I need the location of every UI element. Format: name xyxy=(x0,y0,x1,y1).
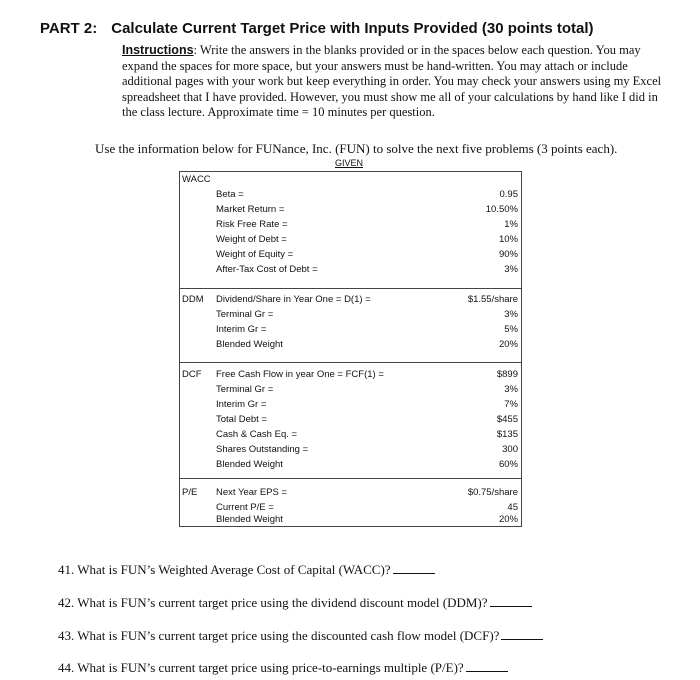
question-text: 43. What is FUN’s current target price using the discounted cash flow model (DCF)? xyxy=(58,628,500,643)
intro-text: Use the information below for FUNance, Inc. (FUN) to solve the next five problems (3 points each). xyxy=(95,141,618,156)
row-value: $899 xyxy=(496,369,518,380)
part-number: PART 2: xyxy=(40,20,98,37)
question-44 xyxy=(58,660,508,676)
row-label: Beta = xyxy=(216,189,244,200)
row-label: Next Year EPS = xyxy=(216,487,288,498)
row-label: Interim Gr = xyxy=(216,324,267,335)
row-value: 300 xyxy=(502,444,518,455)
question-text: 41. What is FUN’s Weighted Average Cost of Capital (WACC)? xyxy=(58,562,391,577)
row-value: 5% xyxy=(504,324,518,335)
answer-blank[interactable] xyxy=(393,563,435,574)
section-divider xyxy=(180,362,521,363)
row-value: 0.95 xyxy=(499,189,518,200)
section-divider xyxy=(180,478,521,479)
row-label: Free Cash Flow in year One = FCF(1) = xyxy=(216,369,384,380)
part-title: Calculate Current Target Price with Inputs Provided (30 points total) xyxy=(111,20,594,37)
row-value: $0.75/share xyxy=(467,487,518,498)
row-value: 3% xyxy=(504,309,518,320)
row-label: Blended Weight xyxy=(216,339,283,350)
row-label: Cash & Cash Eq. = xyxy=(216,429,298,440)
row-value: $1.55/share xyxy=(467,294,518,305)
question-text: 44. What is FUN’s current target price using price-to-earnings multiple (P/E)? xyxy=(58,660,464,675)
section-label-ddm: DDM xyxy=(182,294,204,305)
row-label: Terminal Gr = xyxy=(216,309,274,320)
part-header xyxy=(40,20,594,37)
given-title: GIVEN xyxy=(335,158,364,168)
row-label: Current P/E = xyxy=(216,502,274,513)
question-41 xyxy=(58,562,435,578)
answer-blank[interactable] xyxy=(501,629,543,640)
row-value: 3% xyxy=(504,264,518,275)
answer-blank[interactable] xyxy=(466,661,508,672)
row-value: 1% xyxy=(504,219,518,230)
row-label: Market Return = xyxy=(216,204,285,215)
row-value: 3% xyxy=(504,384,518,395)
answer-blank[interactable] xyxy=(490,596,532,607)
row-value: 20% xyxy=(498,514,518,525)
row-label: Weight of Debt = xyxy=(216,234,287,245)
question-42 xyxy=(58,595,532,611)
section-label-pe: P/E xyxy=(182,487,198,498)
row-value: 60% xyxy=(498,459,518,470)
section-label-dcf: DCF xyxy=(182,369,202,380)
row-label: Shares Outstanding = xyxy=(216,444,309,455)
row-label: After-Tax Cost of Debt = xyxy=(216,264,318,275)
row-value: 7% xyxy=(504,399,518,410)
row-label: Risk Free Rate = xyxy=(216,219,288,230)
row-label: Dividend/Share in Year One = D(1) = xyxy=(216,294,371,305)
row-value: 10.50% xyxy=(485,204,518,215)
row-value: 20% xyxy=(498,339,518,350)
section-label-wacc: WACC xyxy=(182,174,211,185)
row-label: Weight of Equity = xyxy=(216,249,294,260)
row-label: Blended Weight xyxy=(216,459,283,470)
row-value: $135 xyxy=(496,429,518,440)
section-divider xyxy=(180,288,521,289)
given-table xyxy=(179,171,522,527)
instructions-text: : Write the answers in the blanks provided or in the spaces below each question. You may expand the spaces for more space, but your answers must be hand-written. You may attach or include additional pages with your work but keep everything in order. You may check your answers using my Excel spreadsheet that I have provided. However, you must show me all of your calculations by hand like I did in the class lecture. Approximate time = 10 minutes per question. xyxy=(122,43,662,119)
row-label: Terminal Gr = xyxy=(216,384,274,395)
row-label: Blended Weight xyxy=(216,514,283,525)
instructions xyxy=(122,43,662,121)
question-text: 42. What is FUN’s current target price using the dividend discount model (DDM)? xyxy=(58,595,488,610)
row-label: Total Debt = xyxy=(216,414,267,425)
instructions-label: Instructions xyxy=(122,43,194,57)
question-43 xyxy=(58,628,543,644)
row-value: 10% xyxy=(498,234,518,245)
row-value: 45 xyxy=(507,502,518,513)
row-value: $455 xyxy=(496,414,518,425)
row-value: 90% xyxy=(498,249,518,260)
row-label: Interim Gr = xyxy=(216,399,267,410)
